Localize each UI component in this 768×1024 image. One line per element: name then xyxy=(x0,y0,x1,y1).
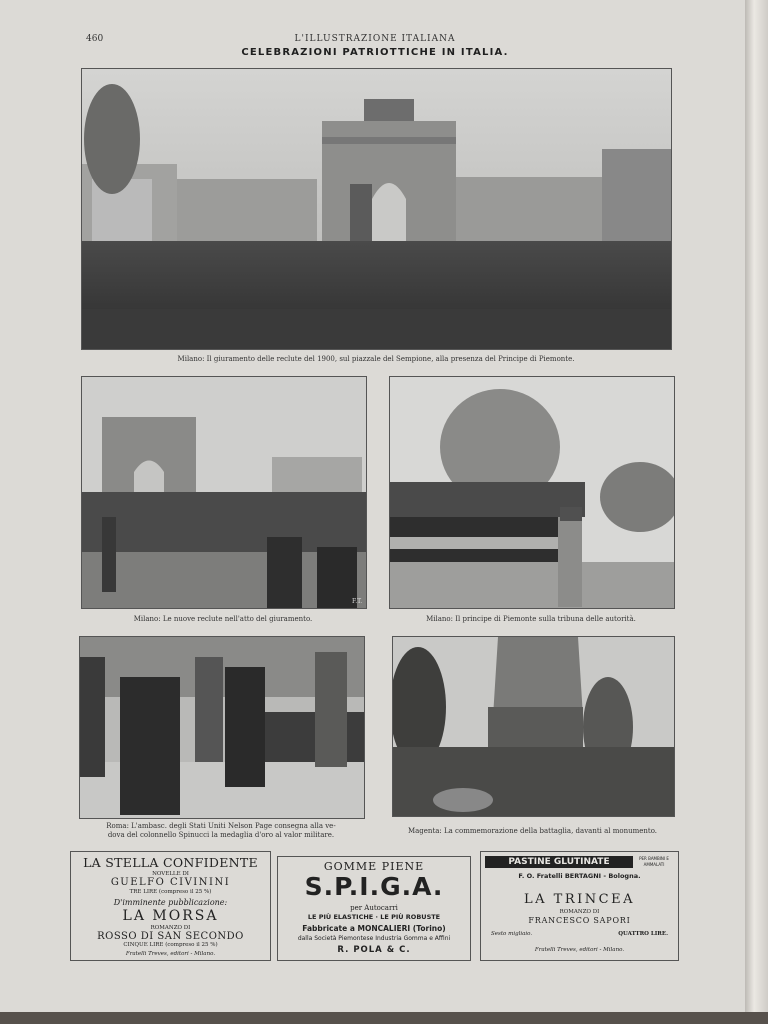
photo-recruits-oath xyxy=(81,376,367,609)
page-number: 460 xyxy=(86,34,104,44)
caption-line: dova del colonnello Spinucci la medaglia d'oro al valor militare. xyxy=(107,831,335,839)
ad-maker: F. O. Fratelli BERTAGNI - Bologna. xyxy=(518,872,641,880)
ad-banner: PASTINE GLUTINATE xyxy=(485,856,633,868)
caption-line: Roma: L'ambasc. degli Stati Uniti Nelson Page consegna alla ve- xyxy=(106,822,336,830)
ad-price-2: CINQUE LIRE (compreso il 25 %) xyxy=(123,942,218,948)
masthead: L'ILLUSTRAZIONE ITALIANA xyxy=(294,34,456,44)
ad-publisher: Fratelli Treves, editori - Milano. xyxy=(534,947,625,953)
ad-top: GOMME PIENE xyxy=(323,860,425,873)
ad-brand: S.P.I.G.A. xyxy=(304,872,444,901)
ad-author: FRANCESCO SAPORI xyxy=(528,916,631,925)
ad-price: TRE LIRE (compreso il 25 %) xyxy=(129,889,212,895)
ad-author-2: ROSSO DI SAN SECONDO xyxy=(97,931,244,942)
ad-line: dalla Società Piemontese Industria Gomma e Affini xyxy=(297,935,451,942)
ad-spiga xyxy=(277,856,471,961)
ad-line: LE PIÙ ELASTICHE · LE PIÙ ROBUSTE xyxy=(307,913,441,921)
ad-subtitle: NOVELLE DI xyxy=(152,871,189,877)
photo-sempione-oath xyxy=(81,68,672,350)
page-gutter xyxy=(745,0,768,1024)
ad-title: LA STELLA CONFIDENTE xyxy=(83,855,258,870)
photo-caption: Magenta: La commemorazione della battaglia, davanti al monumento. xyxy=(407,827,658,835)
ad-title-2: LA MORSA xyxy=(122,908,219,924)
photo-credit: F.T. xyxy=(352,598,363,605)
photo-caption xyxy=(79,822,363,840)
photo-rome-medal xyxy=(79,636,365,819)
page-title: CELEBRAZIONI PATRIOTTICHE IN ITALIA. xyxy=(241,47,509,58)
photo-magenta-monument xyxy=(392,636,675,817)
ad-upcoming: D'imminente pubblicazione: xyxy=(113,898,228,907)
ad-subtitle-2: ROMANZO DI xyxy=(150,925,191,931)
ad-edition: Sesto migliaio. xyxy=(491,931,533,937)
ad-publisher: Fratelli Treves, editori - Milano. xyxy=(125,951,216,957)
ad-line: per Autocarri xyxy=(350,904,398,912)
photo-prince-tribune xyxy=(389,376,675,609)
ad-stella-confidente xyxy=(70,851,271,961)
ad-trincea xyxy=(480,851,679,961)
table-surface xyxy=(0,1012,768,1024)
photo-caption: Milano: Il principe di Piemonte sulla tribuna delle autorità. xyxy=(426,615,636,623)
ad-line: Fabbricate a MONCALIERI (Torino) xyxy=(302,924,446,933)
ad-agent: R. POLA & C. xyxy=(337,945,411,955)
photo-caption: Milano: Le nuove reclute nell'atto del giuramento. xyxy=(133,615,313,623)
ad-title: LA TRINCEA xyxy=(524,892,635,907)
ad-banner-side: PER BAMBINI E AMMALATI xyxy=(639,856,669,867)
ad-price: QUATTRO LIRE. xyxy=(618,931,668,937)
ad-subtitle: ROMANZO DI xyxy=(559,909,600,915)
photo-caption: Milano: Il giuramento delle reclute del 1900, sul piazzale del Sempione, alla presenza del Principe di Piemonte. xyxy=(177,355,575,363)
ad-author: GUELFO CIVININI xyxy=(110,877,231,888)
